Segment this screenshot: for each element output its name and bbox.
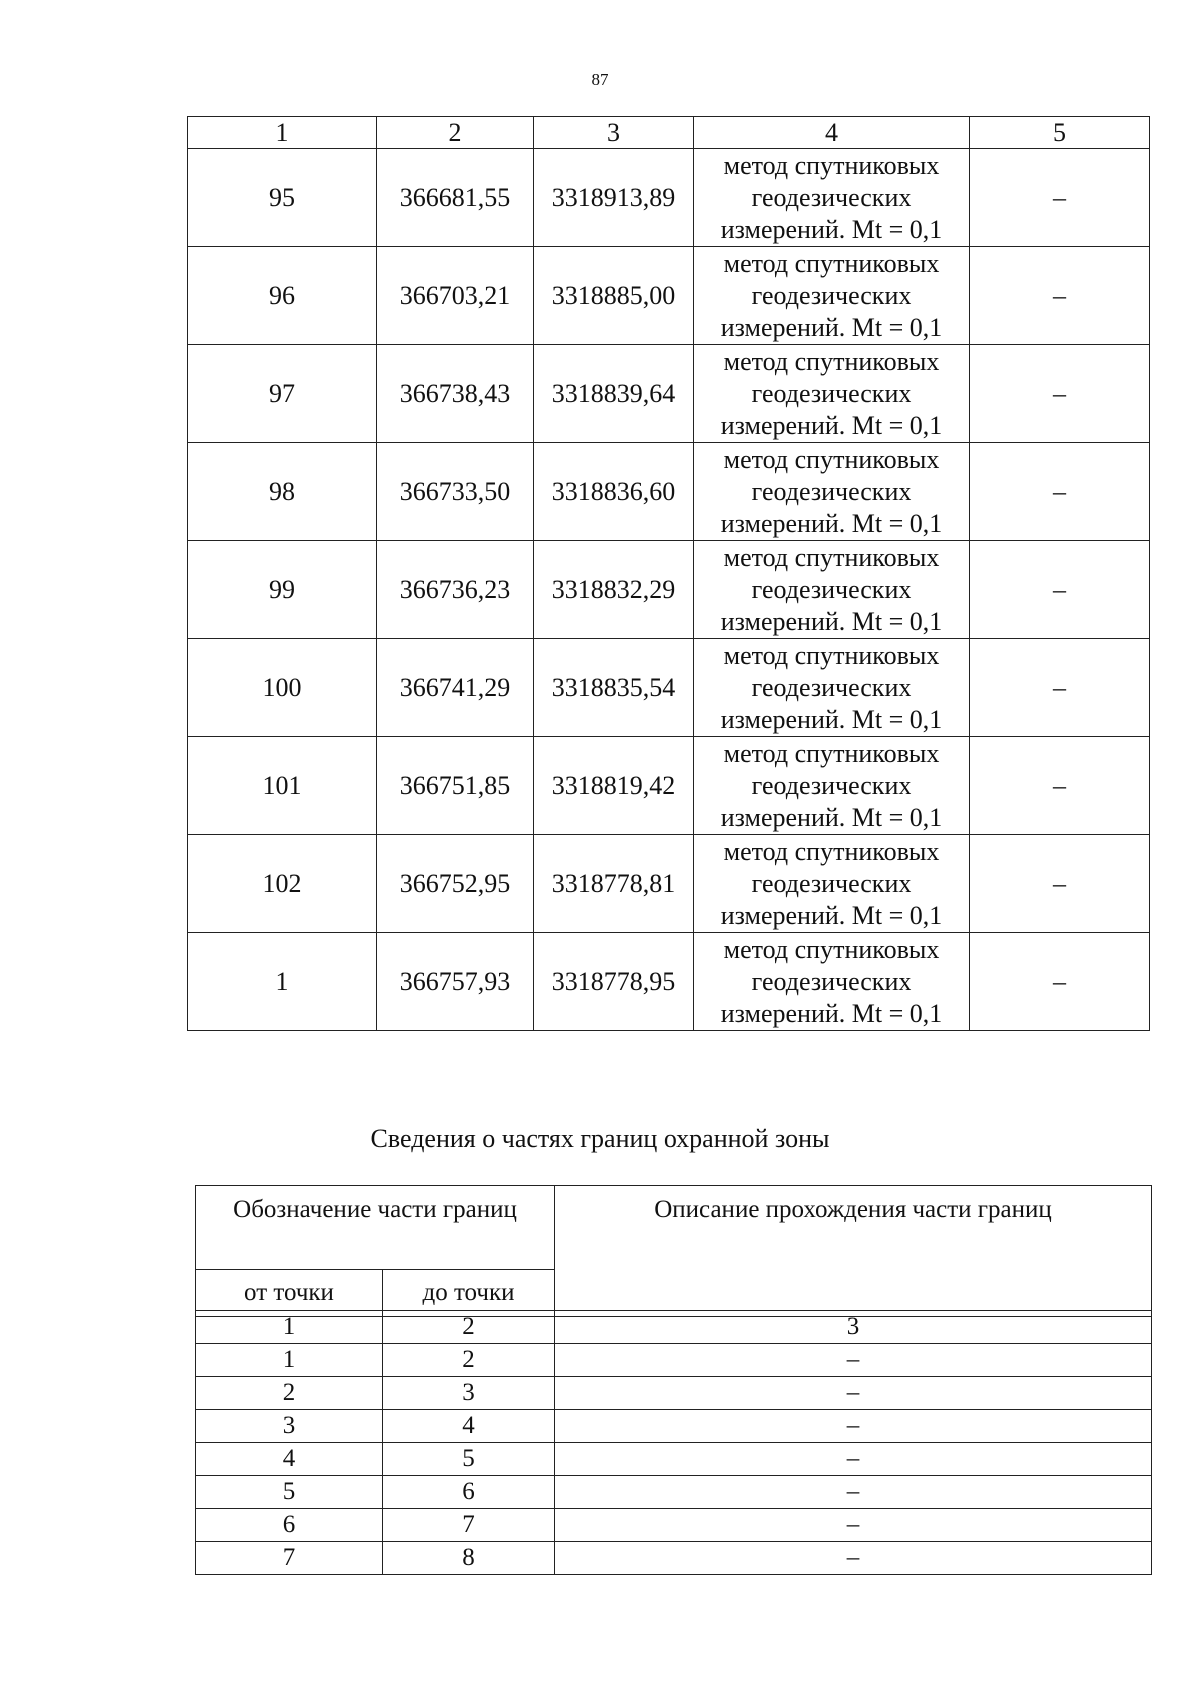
measurement-method-line: измерений. Mt = 0,1 (720, 214, 943, 244)
note: – (970, 541, 1150, 639)
measurement-method-line: измерений. Mt = 0,1 (720, 998, 943, 1028)
to-point-header: до точки (383, 1270, 555, 1317)
measurement-method-line: метод спутниковых (723, 836, 940, 866)
boundary-parts-header-table (195, 1185, 1152, 1317)
column-number: 4 (694, 117, 970, 149)
from-point: 7 (196, 1542, 383, 1575)
table-row (188, 345, 1150, 443)
table-row (188, 443, 1150, 541)
note: – (970, 247, 1150, 345)
y-coordinate: 3318839,64 (534, 345, 694, 443)
column-number: 1 (196, 1311, 383, 1344)
to-point: 5 (383, 1443, 555, 1476)
x-coordinate: 366741,29 (377, 639, 534, 737)
measurement-method (694, 835, 970, 933)
from-point-header: от точки (196, 1270, 383, 1317)
measurement-method-line: геодезических (751, 378, 912, 408)
page-number: 87 (591, 70, 609, 89)
measurement-method-line: метод спутниковых (723, 542, 940, 572)
part-description: – (555, 1377, 1152, 1410)
measurement-method-line: измерений. Mt = 0,1 (720, 312, 943, 342)
note: – (970, 639, 1150, 737)
measurement-method-line: измерений. Mt = 0,1 (720, 704, 943, 734)
point-number: 98 (188, 443, 377, 541)
table-row (196, 1542, 1152, 1575)
measurement-method (694, 933, 970, 1031)
measurement-method-line: метод спутниковых (723, 640, 940, 670)
table-row (188, 933, 1150, 1031)
measurement-method-line: измерений. Mt = 0,1 (720, 410, 943, 440)
x-coordinate: 366703,21 (377, 247, 534, 345)
x-coordinate: 366733,50 (377, 443, 534, 541)
measurement-method (694, 345, 970, 443)
measurement-method (694, 443, 970, 541)
boundary-parts-table (195, 1310, 1152, 1575)
table-row (196, 1509, 1152, 1542)
to-point: 2 (383, 1344, 555, 1377)
part-description: – (555, 1476, 1152, 1509)
table-row (188, 639, 1150, 737)
note: – (970, 345, 1150, 443)
x-coordinate: 366752,95 (377, 835, 534, 933)
measurement-method-line: метод спутниковых (723, 248, 940, 278)
to-point: 6 (383, 1476, 555, 1509)
designation-header: Обозначение части границ (196, 1186, 555, 1270)
point-number: 102 (188, 835, 377, 933)
measurement-method-line: геодезических (751, 868, 912, 898)
part-description: – (555, 1443, 1152, 1476)
coordinates-table (187, 116, 1150, 1031)
point-number: 100 (188, 639, 377, 737)
measurement-method (694, 149, 970, 247)
measurement-method-line: геодезических (751, 574, 912, 604)
description-header: Описание прохождения части границ (555, 1186, 1152, 1317)
measurement-method-line: измерений. Mt = 0,1 (720, 802, 943, 832)
point-number: 101 (188, 737, 377, 835)
from-point: 2 (196, 1377, 383, 1410)
table-row (188, 737, 1150, 835)
note: – (970, 443, 1150, 541)
measurement-method-line: геодезических (751, 770, 912, 800)
column-number: 5 (970, 117, 1150, 149)
to-point: 7 (383, 1509, 555, 1542)
x-coordinate: 366681,55 (377, 149, 534, 247)
measurement-method-line: метод спутниковых (723, 444, 940, 474)
column-number: 2 (383, 1311, 555, 1344)
table-row (196, 1410, 1152, 1443)
table-row (196, 1377, 1152, 1410)
measurement-method-line: геодезических (751, 280, 912, 310)
to-point: 3 (383, 1377, 555, 1410)
from-point: 3 (196, 1410, 383, 1443)
measurement-method-line: геодезических (751, 476, 912, 506)
x-coordinate: 366738,43 (377, 345, 534, 443)
y-coordinate: 3318832,29 (534, 541, 694, 639)
x-coordinate: 366751,85 (377, 737, 534, 835)
table-row (188, 835, 1150, 933)
y-coordinate: 3318885,00 (534, 247, 694, 345)
measurement-method (694, 639, 970, 737)
measurement-method-line: метод спутниковых (723, 738, 940, 768)
x-coordinate: 366736,23 (377, 541, 534, 639)
table-row (188, 541, 1150, 639)
x-coordinate: 366757,93 (377, 933, 534, 1031)
measurement-method-line: метод спутниковых (723, 346, 940, 376)
y-coordinate: 3318778,95 (534, 933, 694, 1031)
table-row (196, 1443, 1152, 1476)
note: – (970, 149, 1150, 247)
part-description: – (555, 1410, 1152, 1443)
from-point: 1 (196, 1344, 383, 1377)
measurement-method-line: геодезических (751, 672, 912, 702)
part-description: – (555, 1344, 1152, 1377)
measurement-method (694, 541, 970, 639)
note: – (970, 737, 1150, 835)
part-description: – (555, 1542, 1152, 1575)
y-coordinate: 3318819,42 (534, 737, 694, 835)
measurement-method-line: метод спутниковых (723, 934, 940, 964)
point-number: 97 (188, 345, 377, 443)
column-number: 3 (534, 117, 694, 149)
to-point: 4 (383, 1410, 555, 1443)
from-point: 5 (196, 1476, 383, 1509)
table-row (196, 1344, 1152, 1377)
table-row (188, 247, 1150, 345)
point-number: 96 (188, 247, 377, 345)
part-description: – (555, 1509, 1152, 1542)
measurement-method-line: измерений. Mt = 0,1 (720, 900, 943, 930)
column-number: 2 (377, 117, 534, 149)
column-number: 3 (555, 1311, 1152, 1344)
point-number: 1 (188, 933, 377, 1031)
boundary-parts-header-row (196, 1186, 1152, 1270)
y-coordinate: 3318836,60 (534, 443, 694, 541)
measurement-method (694, 737, 970, 835)
point-number: 95 (188, 149, 377, 247)
measurement-method-line: геодезических (751, 182, 912, 212)
table-row (196, 1476, 1152, 1509)
table-row (188, 149, 1150, 247)
measurement-method-line: метод спутниковых (723, 150, 940, 180)
measurement-method (694, 247, 970, 345)
section-title: Сведения о частях границ охранной зоны (370, 1124, 830, 1153)
boundary-parts-number-row (196, 1311, 1152, 1344)
y-coordinate: 3318835,54 (534, 639, 694, 737)
coordinates-header-row (188, 117, 1150, 149)
measurement-method-line: измерений. Mt = 0,1 (720, 508, 943, 538)
y-coordinate: 3318913,89 (534, 149, 694, 247)
column-number: 1 (188, 117, 377, 149)
y-coordinate: 3318778,81 (534, 835, 694, 933)
measurement-method-line: геодезических (751, 966, 912, 996)
measurement-method-line: измерений. Mt = 0,1 (720, 606, 943, 636)
note: – (970, 835, 1150, 933)
from-point: 4 (196, 1443, 383, 1476)
point-number: 99 (188, 541, 377, 639)
to-point: 8 (383, 1542, 555, 1575)
from-point: 6 (196, 1509, 383, 1542)
note: – (970, 933, 1150, 1031)
